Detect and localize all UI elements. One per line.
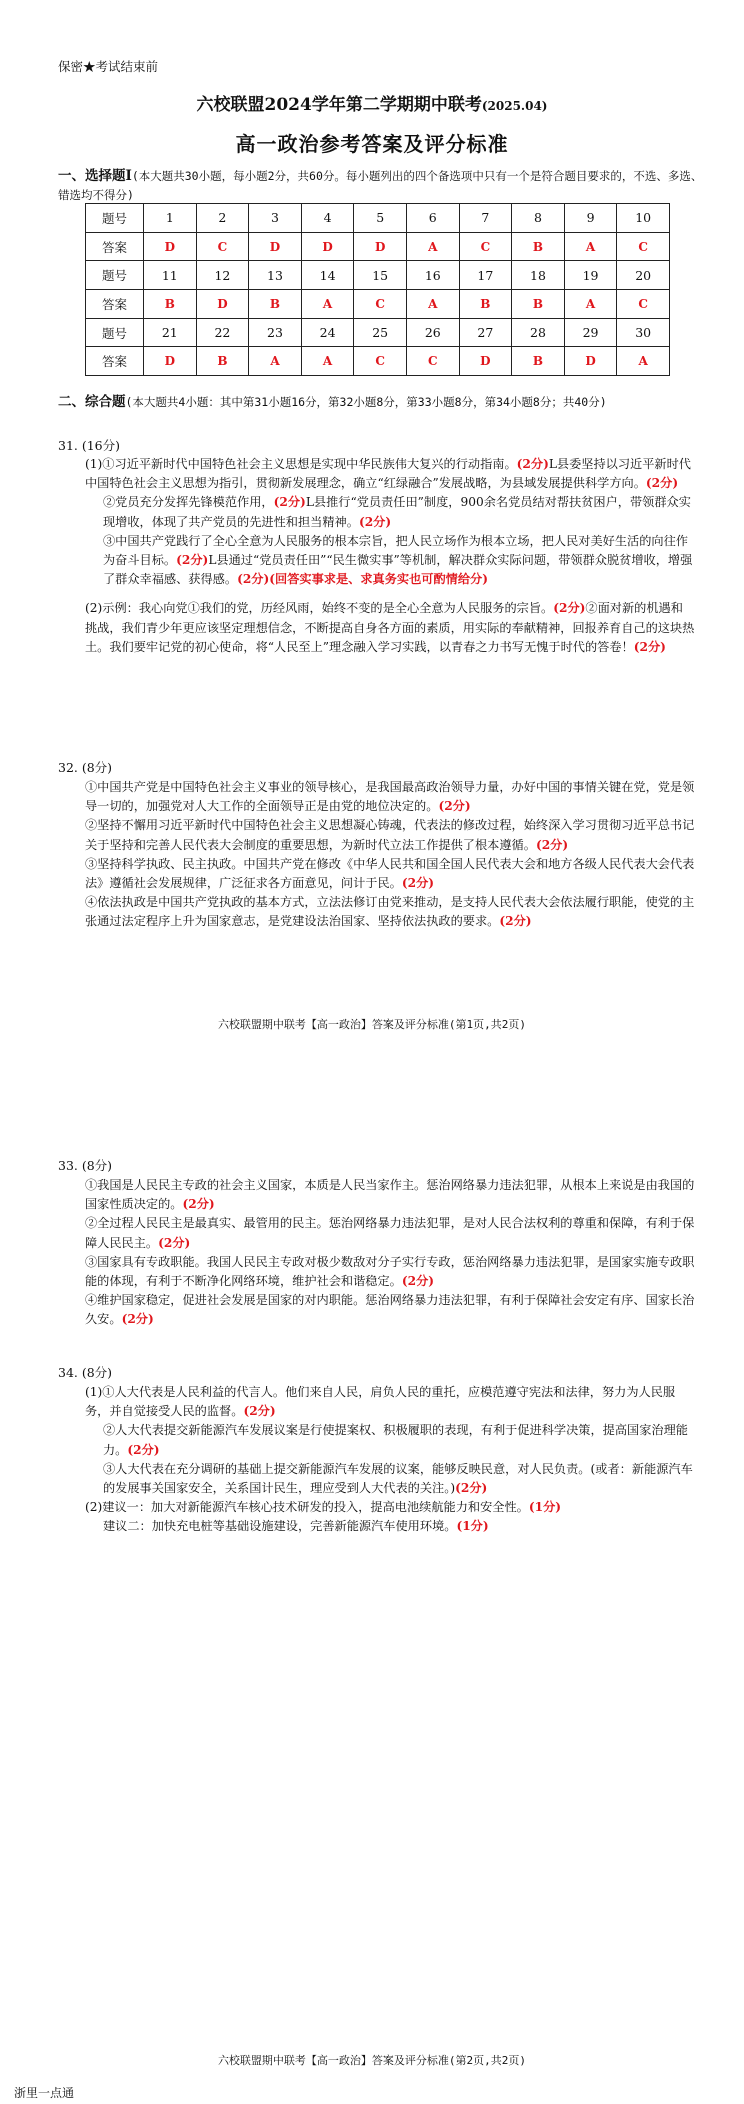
answer-cell: A — [301, 347, 354, 376]
question-number-cell: 26 — [406, 318, 459, 347]
question-number-cell: 18 — [512, 261, 565, 290]
question-number-cell: 4 — [301, 204, 354, 233]
q33-point-3: ③国家具有专政职能。我国人民民主专政对极少数敌对分子实行专政，惩治网络暴力违法犯罪，是国家实施专政职能的体现，有利于不断净化网络环境，维护社会和谐稳定。(2分) — [85, 1254, 695, 1289]
question-number-cell: 1 — [144, 204, 197, 233]
answer-cell: A — [617, 347, 670, 376]
q33-point-2: ②全过程人民民主是最真实、最管用的民主。惩治网络暴力违法犯罪，是对人民合法权利的尊重和保障，有利于保障人民民主。(2分) — [85, 1216, 695, 1250]
answer-cell: C — [459, 232, 512, 261]
q32-point-4: ④依法执政是中国共产党执政的基本方式，立法法修订由党来推动，是支持人民代表大会依法履行职能，使党的主张通过法定程序上升为国家意志，是党建设法治国家、坚持依法执政的要求。(2分) — [85, 895, 695, 929]
q34-body — [85, 1383, 695, 1537]
answer-cell: A — [301, 290, 354, 319]
question-number-cell: 11 — [144, 261, 197, 290]
answer-cell: B — [512, 290, 565, 319]
question-number-cell: 16 — [406, 261, 459, 290]
q34-point-1: (1)①人大代表是人民利益的代言人。他们来自人民，肩负人民的重托，应模范遵守宪法和法律，努力为人民服务，并自觉接受人民的监督。(2分) — [85, 1385, 676, 1419]
exam-title — [0, 90, 744, 115]
answer-table — [85, 203, 670, 376]
answer-cell: C — [354, 290, 407, 319]
q33-point-4: ④维护国家稳定，促进社会发展是国家的对内职能。惩治网络暴力违法犯罪，有利于保障社会安定有序、国家长治久安。(2分) — [85, 1293, 695, 1327]
section2-title: 二、综合题 — [58, 394, 126, 410]
answer-cell: D — [459, 347, 512, 376]
table-row-answers — [86, 232, 670, 261]
question-number-cell: 24 — [301, 318, 354, 347]
question-number-cell: 20 — [617, 261, 670, 290]
table-row-numbers — [86, 204, 670, 233]
section2-note: (本大题共4小题：其中第31小题16分，第32小题8分，第33小题8分，第34小题8分；共40分) — [125, 395, 607, 409]
answer-cell: D — [301, 232, 354, 261]
answer-cell: A — [564, 290, 617, 319]
question-number-cell: 7 — [459, 204, 512, 233]
question-number-cell: 25 — [354, 318, 407, 347]
row-label-answer: 答案 — [86, 290, 144, 319]
row-label-number: 题号 — [86, 318, 144, 347]
q34-head: 34. (8分) — [58, 1365, 113, 1380]
q32-point-2: ②坚持不懈用习近平新时代中国特色社会主义思想凝心铸魂，代表法的修改过程，始终深入学习贯彻习近平总书记关于坚持和完善人民代表大会制度的重要思想，为新时代立法工作提供了根本遵循。(2分) — [85, 818, 695, 852]
answer-cell: B — [196, 347, 249, 376]
q32-head: 32. (8分) — [58, 760, 113, 775]
answer-cell: C — [406, 347, 459, 376]
q32-point-1: ①中国共产党是中国特色社会主义事业的领导核心，是我国最高政治领导力量，办好中国的事情关键在党，党是领导一切的，加强党对人大工作的全面领导正是由党的地位决定的。(2分) — [85, 780, 695, 814]
q31-point-4: (2)示例：我心向党①我们的党，历经风雨，始终不变的是全心全意为人民服务的宗旨。(2分)②面对新的机遇和挑战，我们青少年更应该坚定理想信念，不断提高自身各方面的素质，用实际的奉献精神，回报养育自己的这块热土。我们要牢记党的初心使命，将“人民至上”理念融入学习实践，以青春之力书写无愧于时代的答卷！(2分) — [85, 601, 695, 654]
question-number-cell: 9 — [564, 204, 617, 233]
question-number-cell: 28 — [512, 318, 565, 347]
answer-cell: B — [512, 232, 565, 261]
answer-cell: C — [196, 232, 249, 261]
question-number-cell: 17 — [459, 261, 512, 290]
section1-heading — [58, 167, 708, 205]
question-number-cell: 22 — [196, 318, 249, 347]
q33-head: 33. (8分) — [58, 1158, 113, 1173]
answer-cell: B — [512, 347, 565, 376]
answer-cell: D — [564, 347, 617, 376]
q31-point-2: ②党员充分发挥先锋模范作用，(2分)L县推行“党员责任田”制度，900余名党员结对帮扶贫困户，带领群众实现增收，体现了共产党员的先进性和担当精神。(2分) — [103, 495, 691, 529]
question-number-cell: 23 — [249, 318, 302, 347]
q31-body — [85, 455, 695, 657]
section1-note: (本大题共30小题，每小题2分，共60分。每小题列出的四个备选项中只有一个是符合题目要求的，不选、多选、错选均不得分) — [58, 169, 703, 202]
answer-cell: A — [406, 232, 459, 261]
q34-point-2: ②人大代表提交新能源汽车发展议案是行使提案权、积极履职的表现，有利于促进科学决策，提高国家治理能力。(2分) — [103, 1423, 688, 1457]
question-number-cell: 21 — [144, 318, 197, 347]
page-footer-2: 六校联盟期中联考【高一政治】答案及评分标准(第2页,共2页) — [217, 2054, 527, 2067]
row-label-number: 题号 — [86, 261, 144, 290]
q32-body — [85, 778, 695, 932]
q33-point-1: ①我国是人民民主专政的社会主义国家，本质是人民当家作主。惩治网络暴力违法犯罪，从根本上来说是由我国的国家性质决定的。(2分) — [85, 1178, 695, 1212]
answer-cell: B — [249, 290, 302, 319]
question-number-cell: 5 — [354, 204, 407, 233]
answer-cell: A — [564, 232, 617, 261]
answer-cell: C — [354, 347, 407, 376]
brand-watermark: 浙里一点通 — [14, 2086, 75, 2100]
question-number-cell: 8 — [512, 204, 565, 233]
table-row-answers — [86, 290, 670, 319]
q34-point-3: ③人大代表在充分调研的基础上提交新能源汽车发展的议案，能够反映民意，对人民负责。(或者：新能源汽车的发展事关国家安全，关系国计民生，理应受到人大代表的关注。)(2分) — [103, 1461, 693, 1496]
row-label-answer: 答案 — [86, 347, 144, 376]
row-label-answer: 答案 — [86, 232, 144, 261]
q33-body — [85, 1176, 695, 1330]
q34-point-4: (2)建议一：加大对新能源汽车核心技术研发的投入，提高电池续航能力和安全性。(1分) — [85, 1500, 562, 1515]
answer-cell: C — [617, 232, 670, 261]
answer-cell: D — [196, 290, 249, 319]
table-row-numbers — [86, 318, 670, 347]
row-label-number: 题号 — [86, 204, 144, 233]
page-footer-1: 六校联盟期中联考【高一政治】答案及评分标准(第1页,共2页) — [217, 1018, 527, 1031]
question-number-cell: 15 — [354, 261, 407, 290]
answer-cell: D — [144, 347, 197, 376]
q31-point-3: ③中国共产党践行了全心全意为人民服务的根本宗旨，把人民立场作为根本立场，把人民对美好生活的向往作为奋斗目标。(2分)L县通过“党员责任田”“民生微实事”等机制，解决群众实际问题，带领群众脱贫增收，增强了群众幸福感、获得感。(2分)(回答实事求是、求真务实也可酌情给分) — [103, 533, 693, 587]
answer-cell: B — [459, 290, 512, 319]
answer-cell: C — [617, 290, 670, 319]
section1-title: 一、选择题Ⅰ — [58, 168, 132, 184]
q31-head: 31. (16分) — [58, 438, 121, 453]
question-number-cell: 12 — [196, 261, 249, 290]
q31-point-1: (1)①习近平新时代中国特色社会主义思想是实现中华民族伟大复兴的行动指南。(2分)L县委坚持以习近平新时代中国特色社会主义思想为指引，贯彻新发展理念，确立“红绿融合”发展战略，为县域发展提供科学方向。(2分) — [85, 457, 691, 491]
answer-cell: A — [406, 290, 459, 319]
q34-point-5: 建议二：加快充电桩等基础设施建设，完善新能源汽车使用环境。(1分) — [103, 1519, 489, 1534]
question-number-cell: 14 — [301, 261, 354, 290]
question-number-cell: 2 — [196, 204, 249, 233]
q32-point-3: ③坚持科学执政、民主执政。中国共产党在修改《中华人民共和国全国人民代表大会和地方各级人民代表大会代表法》遵循社会发展规律，广泛征求各方面意见，问计于民。(2分) — [85, 856, 695, 891]
question-number-cell: 19 — [564, 261, 617, 290]
question-number-cell: 6 — [406, 204, 459, 233]
exam-title-text: 六校联盟2024学年第二学期期中联考 — [196, 95, 482, 115]
table-row-numbers — [86, 261, 670, 290]
answer-cell: B — [144, 290, 197, 319]
question-number-cell: 13 — [249, 261, 302, 290]
question-number-cell: 27 — [459, 318, 512, 347]
table-row-answers — [86, 347, 670, 376]
answer-cell: D — [144, 232, 197, 261]
page-title: 高一政治参考答案及评分标准 — [235, 132, 509, 156]
section2-heading — [58, 393, 708, 412]
answer-cell: D — [249, 232, 302, 261]
exam-date: (2025.04) — [481, 99, 548, 113]
question-number-cell: 29 — [564, 318, 617, 347]
answer-cell: A — [249, 347, 302, 376]
question-number-cell: 10 — [617, 204, 670, 233]
question-number-cell: 3 — [249, 204, 302, 233]
confidential-label: 保密★考试结束前 — [58, 59, 159, 74]
question-number-cell: 30 — [617, 318, 670, 347]
answer-cell: D — [354, 232, 407, 261]
